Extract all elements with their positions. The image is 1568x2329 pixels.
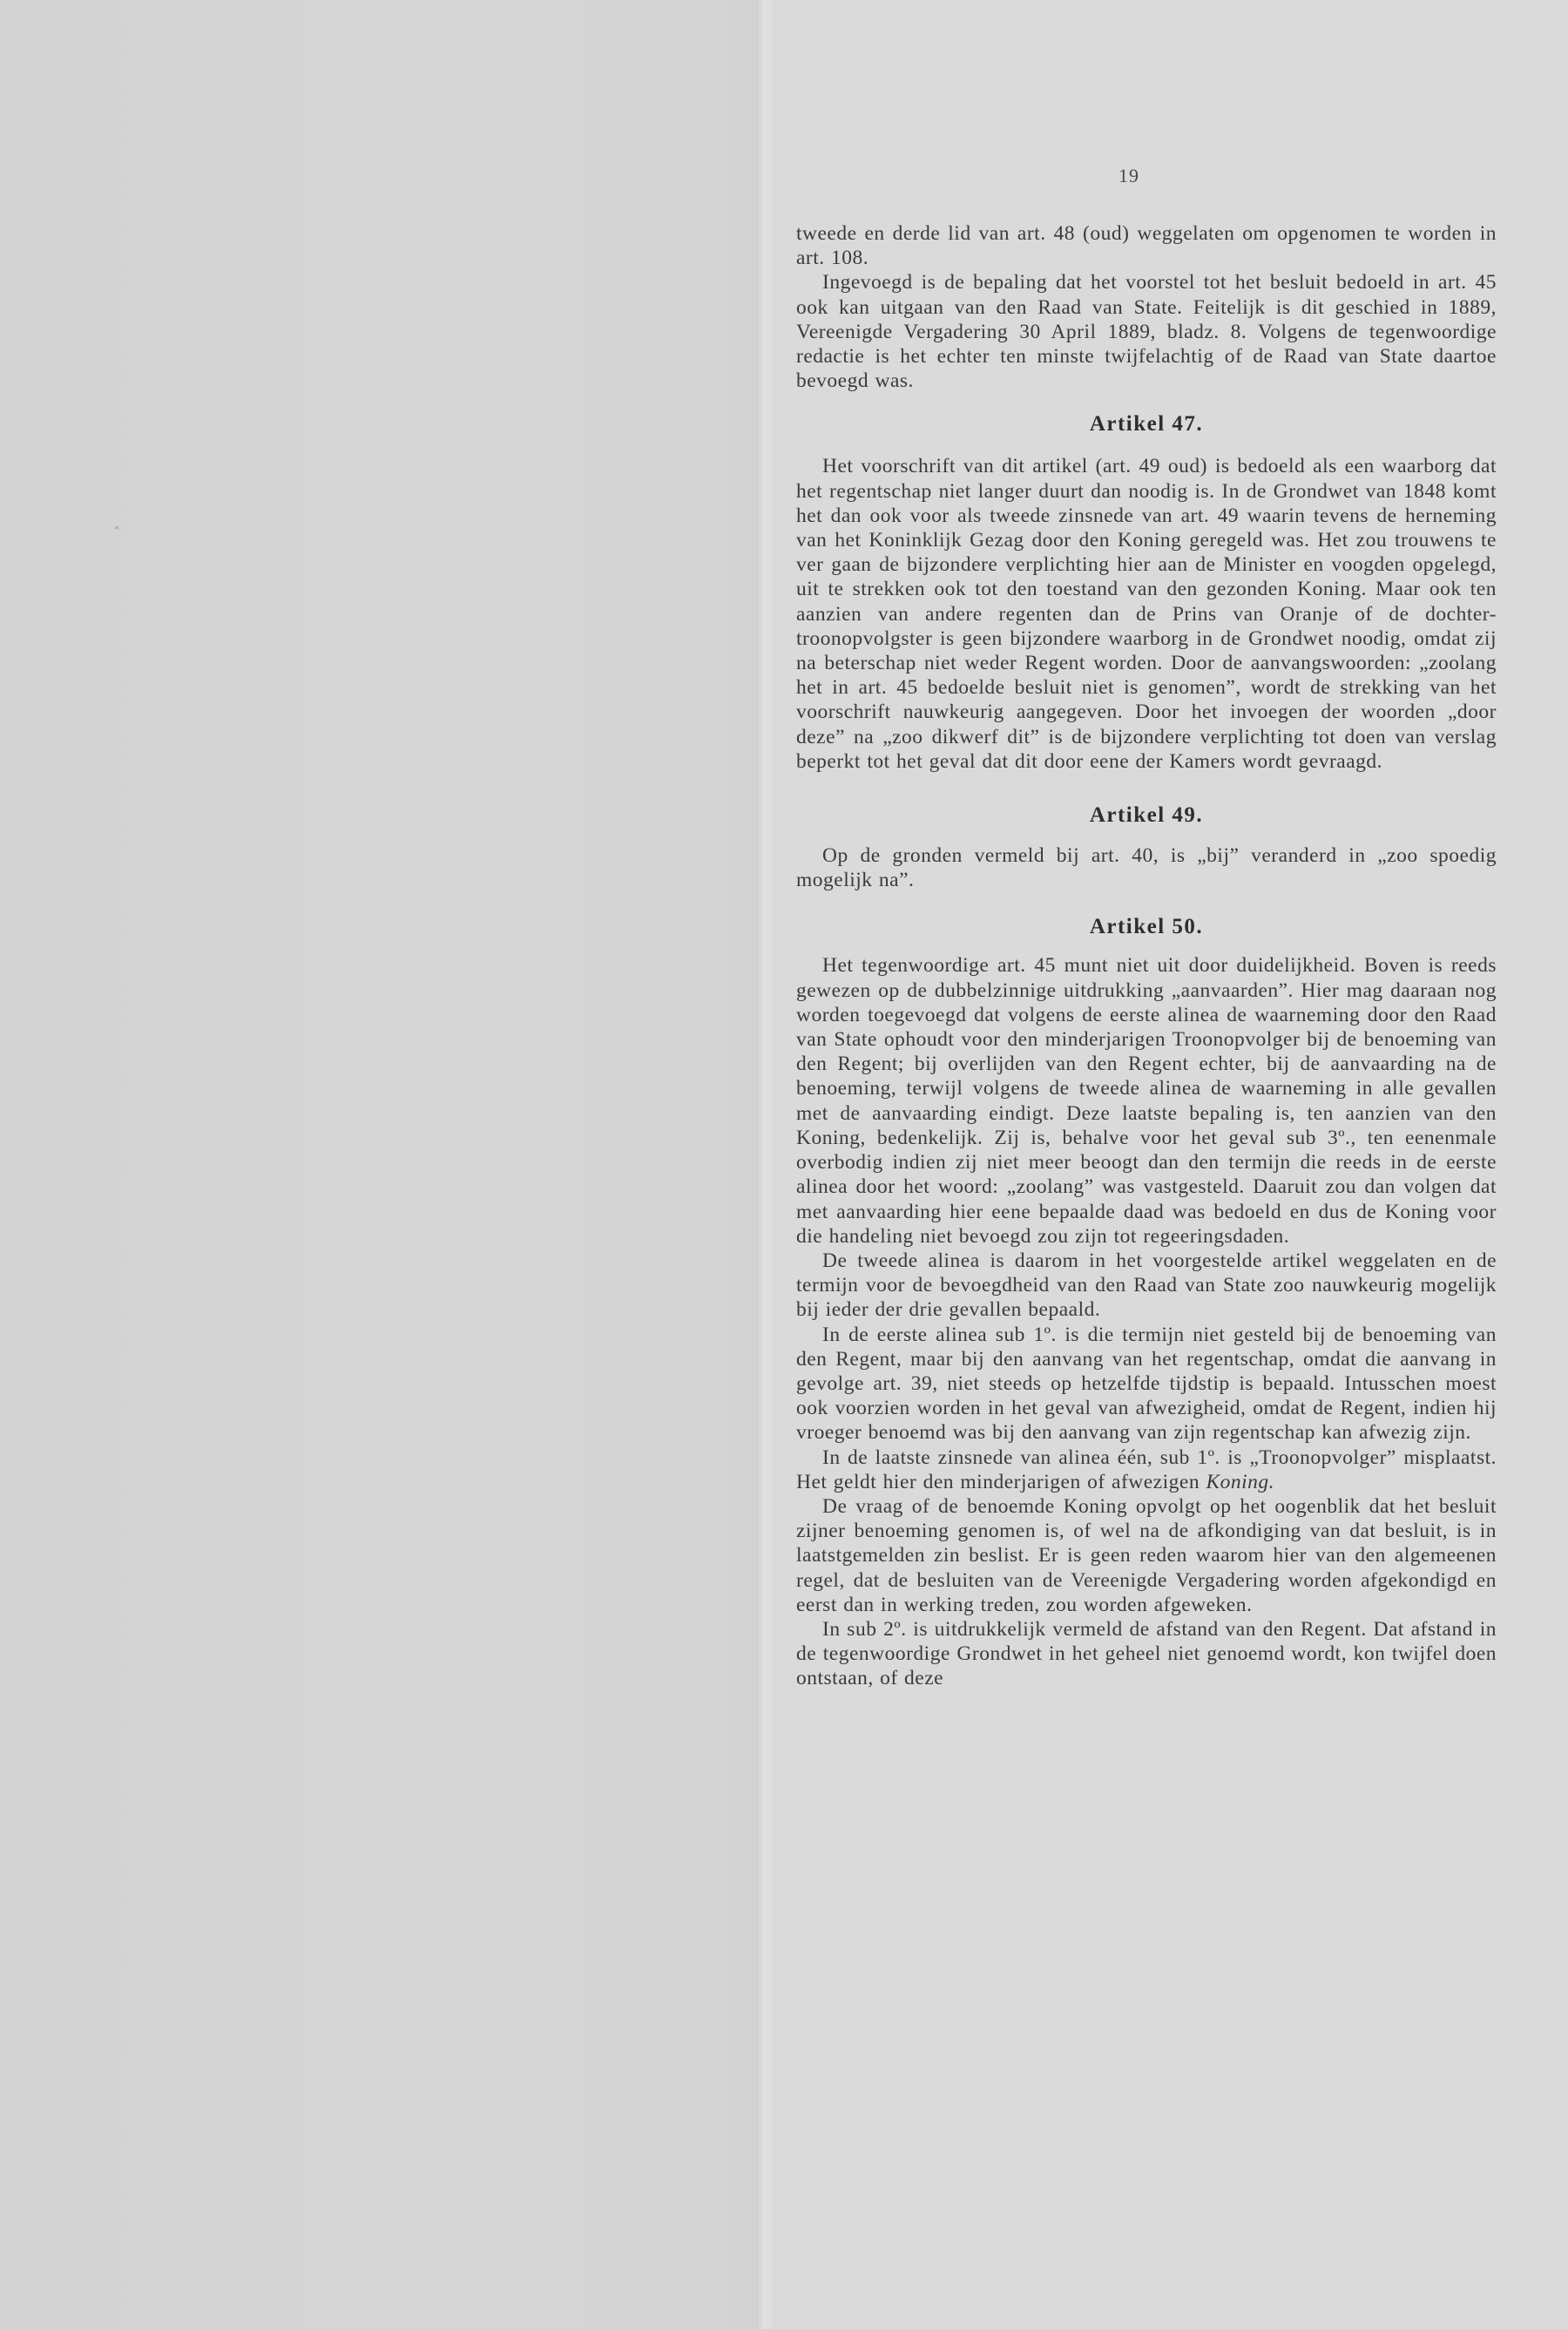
paragraph-text: In de laatste zinsnede van alinea één, sub 1º. is „Troonopvolger” misplaatst. Het geldt hier den minderjarigen of afwezigen bbox=[796, 1445, 1497, 1493]
body-paragraph bbox=[796, 1494, 1497, 1617]
article-heading: Artikel 50. bbox=[1089, 915, 1204, 939]
article-heading: Artikel 49. bbox=[1089, 803, 1204, 828]
body-paragraph bbox=[796, 1445, 1497, 1494]
paragraph-text: De tweede alinea is daarom in het voorgestelde artikel weggelaten en de termijn voor de bevoegdheid van den Raad van State zoo nauwkeurig mogelijk bij ieder der drie gevallen bepaald. bbox=[796, 1249, 1497, 1322]
paragraph-text: tweede en derde lid van art. 48 (oud) weggelaten om opgenomen te worden in art. 108. bbox=[796, 222, 1497, 270]
body-paragraph bbox=[796, 270, 1497, 393]
body-paragraph bbox=[796, 454, 1497, 774]
paragraph-text: Het tegenwoordige art. 45 munt niet uit door duidelijkheid. Boven is reeds gewezen op de dubbelzinnige uitdrukking „aanvaarden”. Hier mag daaraan nog worden toegevoegd dat volgens de eerste alinea de waarneming door den Raad van State ophoudt voor den minderjarigen Troonopvolger bij de benoeming van den Regent; bij overlijden van den Regent echter, bij de aanvaarding na de benoeming, terwijl volgens de tweede alinea de waarneming in alle gevallen met de aanvaarding eindigt. Deze laatste bepaling is, ten aanzien van den Koning, bedenkelijk. Zij is, behalve voor het geval sub 3º., ten eenenmale overbodig indien zij niet meer beoogt dan den termijn die reeds in de eerste alinea door het woord: „zoolang” was vastgesteld. Daaruit zou dan volgen dat met aanvaarding hier eene bepaalde daad was bedoeld en dus de Koning voor die handeling niet bevoegd zou zijn tot regeeringsdaden. bbox=[796, 954, 1497, 1248]
book-gutter bbox=[756, 0, 777, 2329]
paragraph-text: Het voorschrift van dit artikel (art. 49 oud) is bedoeld als een waarborg dat het regentschap niet langer duurt dan noodig is. In de Grondwet van 1848 komt het dan ook voor als tweede zinsnede van art. 49 waarin tevens de herneming van het Koninklijk Gezag door den Koning geregeld was. Het zou trouwens te ver gaan de bijzondere verplichting hier aan de Minister en voogden opgelegd, uit te strekken ook tot den toestand van den gezonden Koning. Maar ook ten aanzien van andere regenten dan de Prins van Oranje of de dochter-troonopvolgster is geen bijzondere waarborg in de Grondwet noodig, omdat zij na beterschap niet weder Regent worden. Door de aanvangswoorden: „zoolang het in art. 45 bedoelde besluit niet is genomen”, wordt de strekking van het voorschrift nauwkeurig aangegeven. Door het invoegen der woorden „door deze” na „zoo dikwerf dit” is de bijzondere verplichting tot doen van verslag beperkt tot het geval dat dit door eene der Kamers wordt gevraagd. bbox=[796, 455, 1497, 773]
body-paragraph bbox=[796, 843, 1497, 892]
article-heading: Artikel 47. bbox=[1089, 412, 1204, 437]
body-paragraph bbox=[796, 1617, 1497, 1691]
paper-speck: * bbox=[114, 523, 119, 535]
page-text-body bbox=[796, 221, 1497, 1691]
body-paragraph bbox=[796, 1323, 1497, 1445]
paragraph-text: Ingevoegd is de bepaling dat het voorstel tot het besluit bedoeld in art. 45 ook kan uitgaan van den Raad van State. Feitelijk is dit geschied in 1889, Vereenigde Vergadering 30 April 1889, bladz. 8. Volgens de tegenwoordige redactie is het echter ten minste twijfelachtig of de Raad van State daartoe bevoegd was. bbox=[796, 271, 1497, 393]
paragraph-text: In de eerste alinea sub 1º. is die termijn niet gesteld bij de benoeming van den Regent, maar bij den aanvang van het regentschap, omdat die aanvang in gevolge art. 39, niet steeds op hetzelfde tijdstip is bepaald. Intusschen moest ook voorzien worden in het geval van afwezigheid, omdat de Regent, indien hij vroeger benoemd was bij den aanvang van zijn regentschap kan afwezig zijn. bbox=[796, 1323, 1497, 1445]
paragraph-text: De vraag of de benoemde Koning opvolgt op het oogenblik dat het besluit zijner benoeming genomen is, of wel na de afkondiging van dat besluit, is in laatstgemelden zin beslist. Er is geen reden waarom hier van den algemeenen regel, dat de besluiten van de Vereenigde Vergadering worden afgekondigd en eerst dan in werking treden, zou worden afgeweken. bbox=[796, 1494, 1497, 1616]
page-number: 19 bbox=[1119, 165, 1139, 186]
left-page-blank bbox=[0, 0, 758, 2329]
paragraph-text: In sub 2º. is uitdrukkelijk vermeld de afstand van den Regent. Dat afstand in de tegenwoordige Grondwet in het geheel niet genoemd wordt, kon twijfel doen ontstaan, of deze bbox=[796, 1617, 1497, 1690]
paragraph-text: Op de gronden vermeld bij art. 40, is „bij” veranderd in „zoo spoedig mogelijk na”. bbox=[796, 844, 1497, 892]
body-paragraph bbox=[796, 221, 1497, 270]
italic-word: Koning. bbox=[1206, 1470, 1275, 1493]
body-paragraph bbox=[796, 953, 1497, 1248]
body-paragraph bbox=[796, 1249, 1497, 1323]
